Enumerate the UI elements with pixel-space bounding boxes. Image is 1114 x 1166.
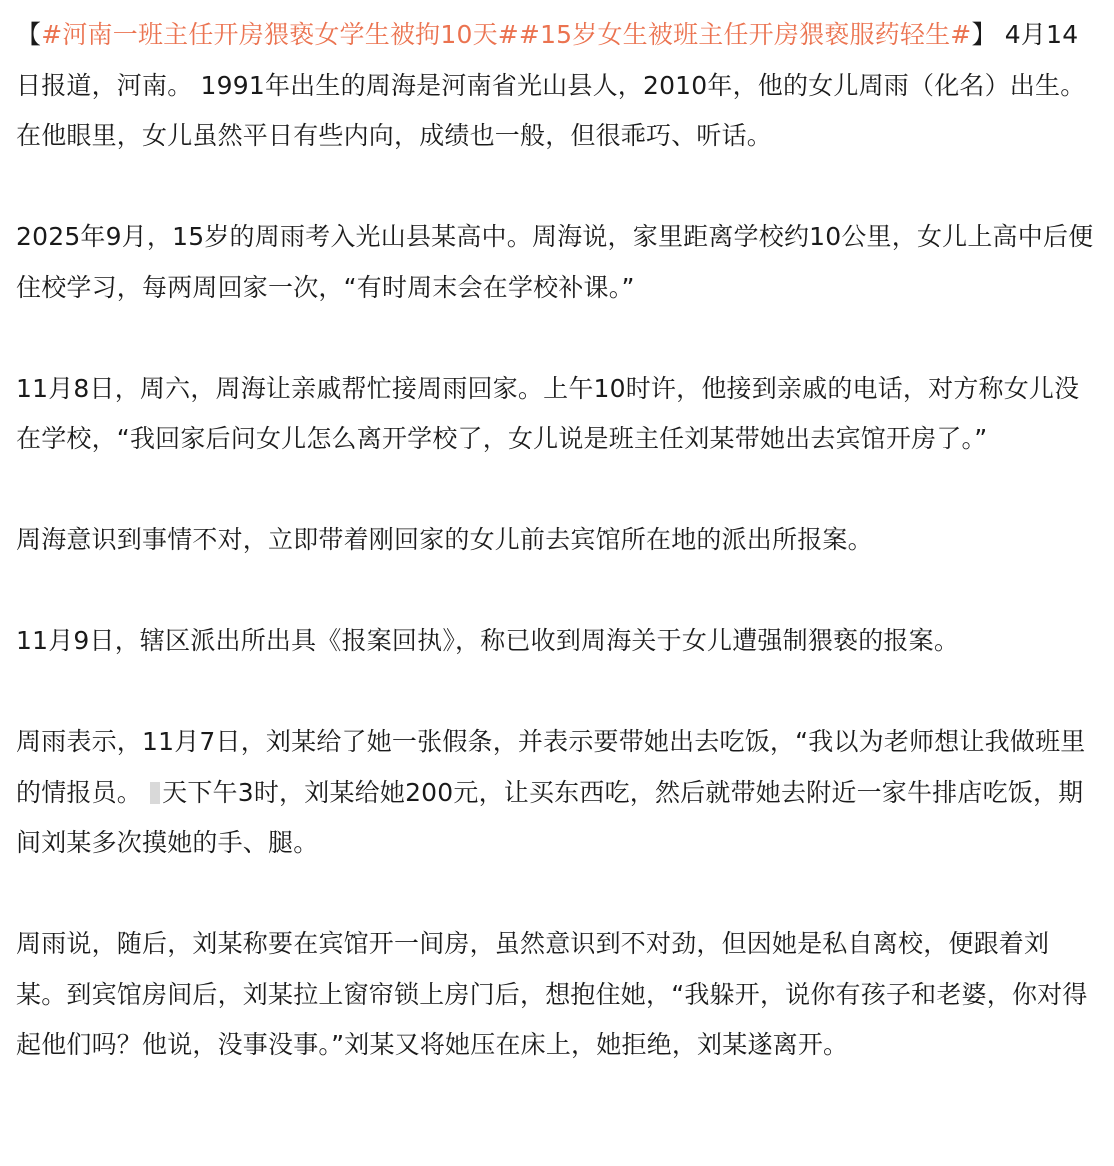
lead-text: 4月14日报道，河南。 1991年出生的周海是河南省光山县人，2010年，他的女儿周雨（化名）出生。在他眼里，女儿虽然平日有些内向，成绩也一般，但很乖巧、听话。 bbox=[16, 20, 1086, 150]
topic-link-1[interactable]: #河南一班主任开房猥亵女学生被拘10天# bbox=[41, 20, 519, 49]
missing-glyph bbox=[150, 782, 160, 804]
paragraph-nov7-after: 天下午3时，刘某给她200元，让买东西吃，然后就带她去附近一家牛排店吃饭，期间刘某多次摸她的手、腿。 bbox=[16, 777, 1084, 857]
paragraph-school: 2025年9月，15岁的周雨考入光山县某高中。周海说，家里距离学校约10公里，女儿上高中后便住校学习，每两周回家一次，“有时周末会在学校补课。” bbox=[16, 222, 1094, 302]
paragraph-nov7-before: 周雨表示，11月7日，刘某给了她一张假条，并表示要带她出去吃饭，“我以为老师想让我做班里的情报员。 bbox=[16, 727, 1086, 807]
paragraph-hotel: 周雨说，随后，刘某称要在宾馆开一间房，虽然意识到不对劲，但因她是私自离校，便跟着刘某。到宾馆房间后，刘某拉上窗帘锁上房门后，想抱住她，“我躲开，说你有孩子和老婆，你对得起他们吗？他说，没事没事。”刘某又将她压在床上，她拒绝，刘某遂离开。 bbox=[16, 929, 1088, 1059]
lead-paragraph bbox=[16, 10, 1098, 162]
paragraph-nov8: 11月8日，周六，周海让亲戚帮忙接周雨回家。上午10时许，他接到亲戚的电话，对方称女儿没在学校，“我回家后问女儿怎么离开学校了，女儿说是班主任刘某带她出去宾馆开房了。” bbox=[16, 373, 1080, 453]
open-bracket: 【 bbox=[16, 20, 42, 49]
paragraph-nov7 bbox=[16, 717, 1098, 869]
topic-link-2[interactable]: #15岁女生被班主任开房猥亵服药轻生# bbox=[518, 20, 972, 49]
close-bracket: 】 bbox=[971, 20, 997, 49]
paragraph-report: 周海意识到事情不对，立即带着刚回家的女儿前去宾馆所在地的派出所报案。 bbox=[16, 525, 873, 554]
paragraph-nov9: 11月9日，辖区派出所出具《报案回执》，称已收到周海关于女儿遭强制猥亵的报案。 bbox=[16, 626, 960, 655]
post-body bbox=[16, 10, 1098, 1071]
